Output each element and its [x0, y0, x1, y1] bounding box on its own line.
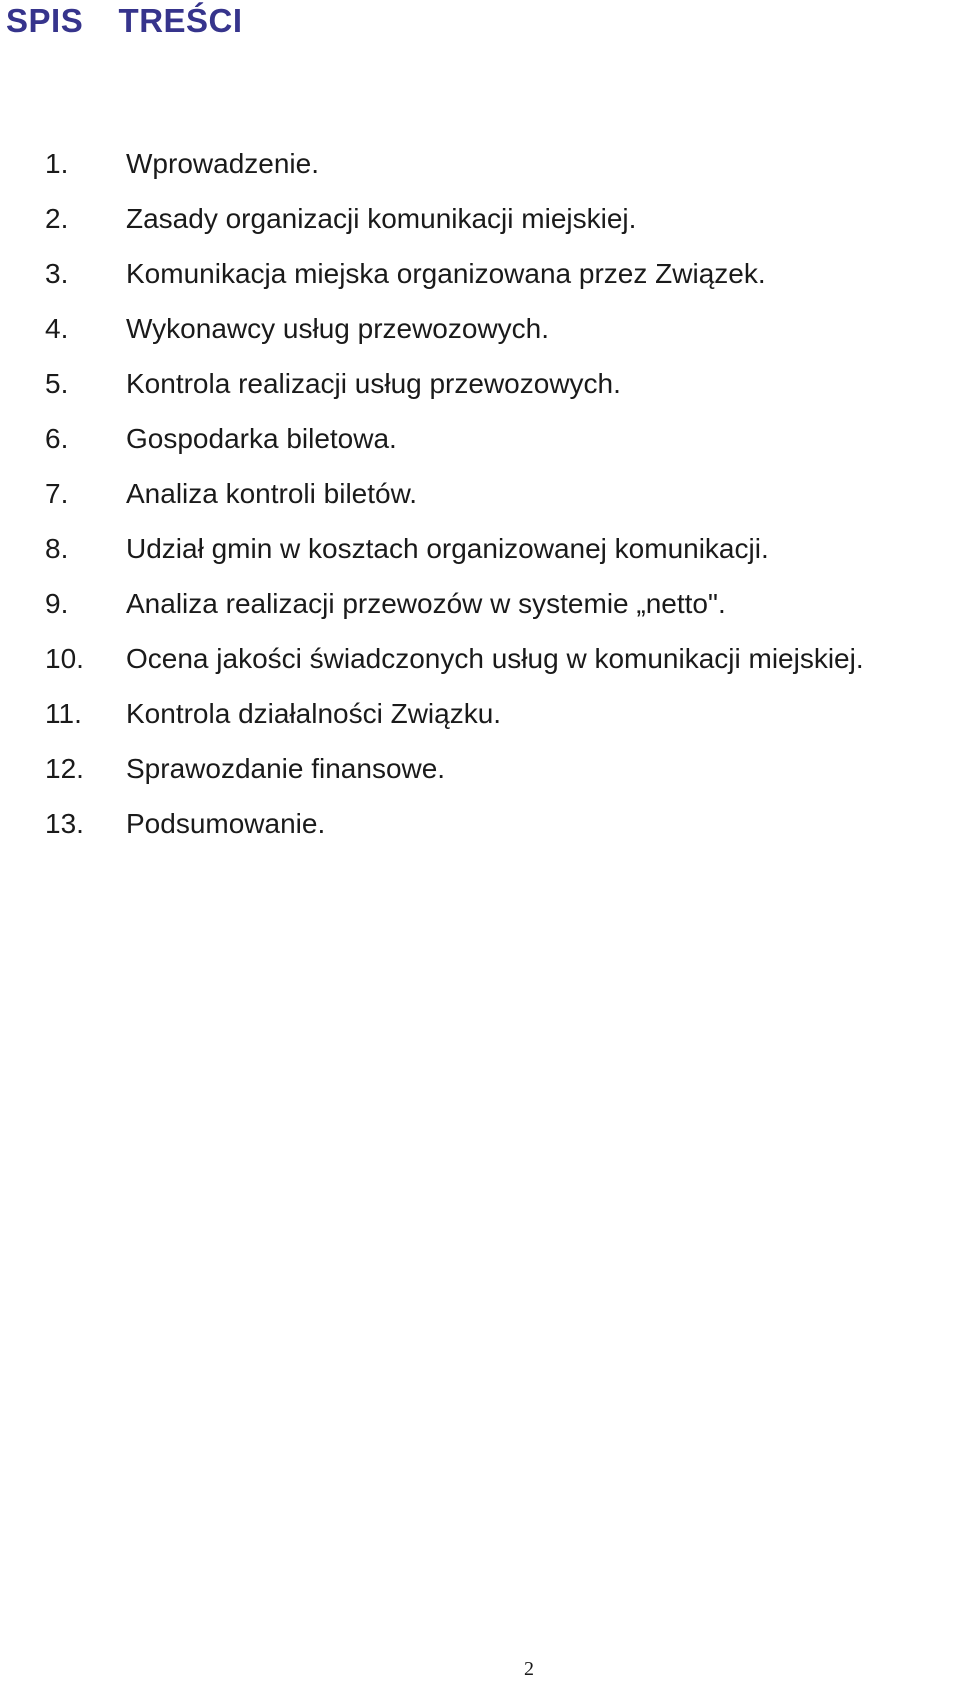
- toc-item-text: Wprowadzenie.: [126, 148, 319, 179]
- toc-item-text: Analiza kontroli biletów.: [126, 478, 418, 509]
- toc-item-text: Sprawozdanie finansowe.: [126, 753, 446, 784]
- toc-item-text: Komunikacja miejska organizowana przez Związek.: [126, 258, 766, 289]
- toc-item-number: 3.: [45, 258, 69, 289]
- toc-item-number: 7.: [45, 478, 69, 509]
- toc-item-text: Wykonawcy usług przewozowych.: [126, 313, 550, 344]
- toc-item-number: 9.: [45, 588, 69, 619]
- toc-item-number: 12.: [45, 753, 84, 784]
- page-title: SPIS TREŚCI: [6, 2, 243, 39]
- toc-item-13: [0, 804, 960, 859]
- toc-item-number: 5.: [45, 368, 69, 399]
- toc-item-text: Udział gmin w kosztach organizowanej komunikacji.: [126, 533, 769, 564]
- toc-item-4: [0, 309, 960, 364]
- toc-item-number: 13.: [45, 808, 84, 839]
- toc-item-number: 1.: [45, 148, 69, 179]
- toc-item-1: [0, 144, 960, 199]
- toc-item-number: 10.: [45, 643, 84, 674]
- toc-item-text: Ocena jakości świadczonych usług w komunikacji miejskiej.: [126, 643, 864, 674]
- toc-item-text: Zasady organizacji komunikacji miejskiej.: [126, 203, 637, 234]
- page-number: 2: [524, 1658, 534, 1680]
- toc-item-8: [0, 529, 960, 584]
- toc-item-number: 2.: [45, 203, 69, 234]
- toc-item-text: Gospodarka biletowa.: [126, 423, 397, 454]
- toc-item-3: [0, 254, 960, 309]
- toc-item-text: Analiza realizacji przewozów w systemie „netto".: [126, 588, 726, 619]
- toc-item-text: Podsumowanie.: [126, 808, 326, 839]
- toc-item-11: [0, 694, 960, 749]
- toc-item-9: [0, 584, 960, 639]
- toc-item-7: [0, 474, 960, 529]
- toc-item-number: 6.: [45, 423, 69, 454]
- toc-item-number: 8.: [45, 533, 69, 564]
- toc-item-text: Kontrola realizacji usług przewozowych.: [126, 368, 621, 399]
- toc-item-2: [0, 199, 960, 254]
- table-of-contents: [0, 144, 960, 859]
- toc-item-6: [0, 419, 960, 474]
- toc-item-12: [0, 749, 960, 804]
- toc-item-number: 4.: [45, 313, 69, 344]
- toc-item-number: 11.: [45, 698, 82, 729]
- toc-item-10: [0, 639, 960, 694]
- toc-item-text: Kontrola działalności Związku.: [126, 698, 502, 729]
- toc-item-5: [0, 364, 960, 419]
